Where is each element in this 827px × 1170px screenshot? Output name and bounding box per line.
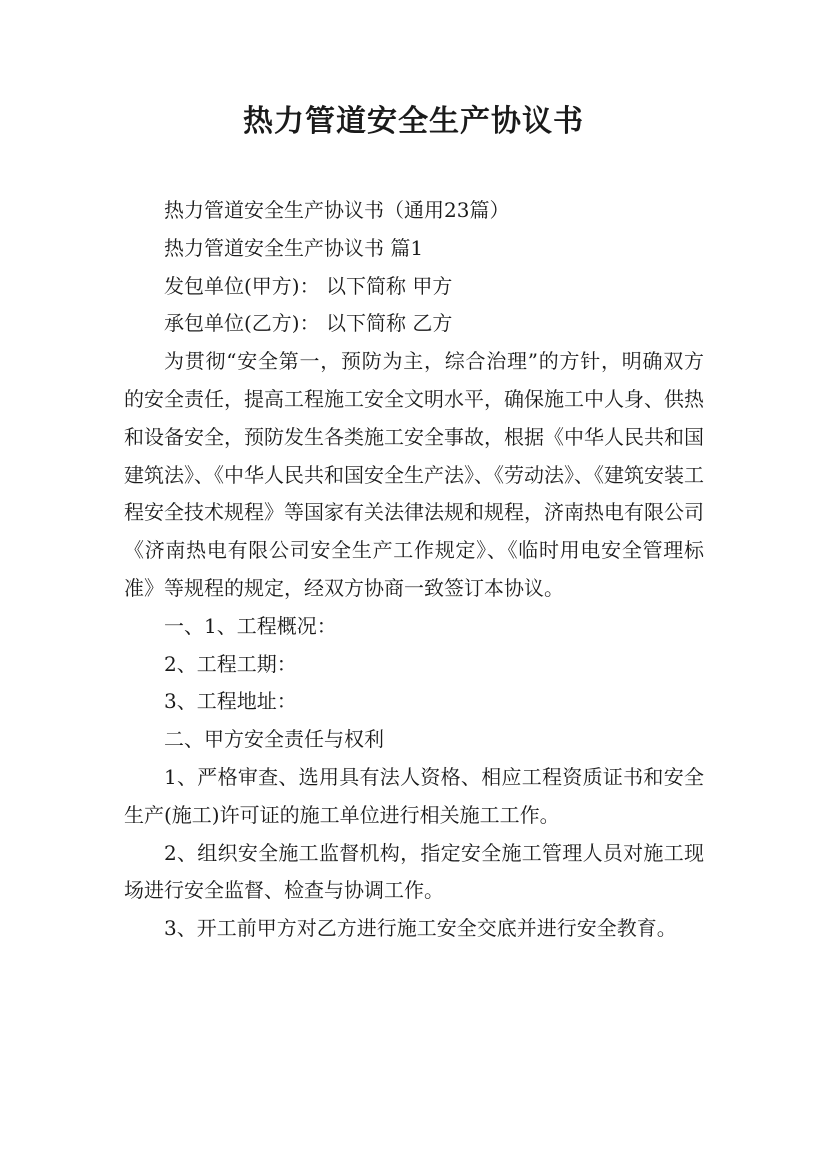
document-body: [124, 192, 704, 948]
paragraph-party-a-responsibilities: 二、甲方安全责任与权利: [164, 727, 384, 752]
paragraph-project-overview: 一、1、工程概况：: [164, 613, 337, 638]
paragraph-preamble: 为贯彻“安全第一，预防为主，综合治理”的方针，明确双方的安全责任，提高工程施工安全文明水平，确保施工中人身、供热和设备安全，预防发生各类施工安全事故，根据《中华人民共和国建筑法》、《中华人民共和国安全生产法》、《劳动法》、《建筑安装工程安全技术规程》等国家有关法律法规和规程，济南热电有限公司《济南热电有限公司安全生产工作规定》、《临时用电安全管理标准》等规程的规定，经双方协商一致签订本协议。: [124, 349, 704, 600]
document-title: 热力管道安全生产协议书: [243, 104, 584, 139]
paragraph-section-heading: 热力管道安全生产协议书 篇1: [164, 235, 424, 260]
paragraph-project-address: 3、工程地址：: [164, 689, 297, 714]
paragraph-clause-2: 2、组织安全施工监督机构，指定安全施工管理人员对施工现场进行安全监督、检查与协调工作。: [124, 840, 704, 903]
paragraph-clause-1: 1、严格审查、选用具有法人资格、相应工程资质证书和安全生产(施工)许可证的施工单位进行相关施工工作。: [124, 764, 704, 827]
paragraph-party-a: 发包单位(甲方)： 以下简称 甲方: [164, 273, 453, 298]
paragraph-party-b: 承包单位(乙方)： 以下简称 乙方: [164, 311, 453, 336]
paragraph-project-duration: 2、工程工期：: [164, 651, 297, 676]
paragraph-clause-3: 3、开工前甲方对乙方进行施工安全交底并进行安全教育。: [164, 916, 677, 941]
paragraph-subtitle: 热力管道安全生产协议书（通用23篇）: [164, 198, 510, 222]
